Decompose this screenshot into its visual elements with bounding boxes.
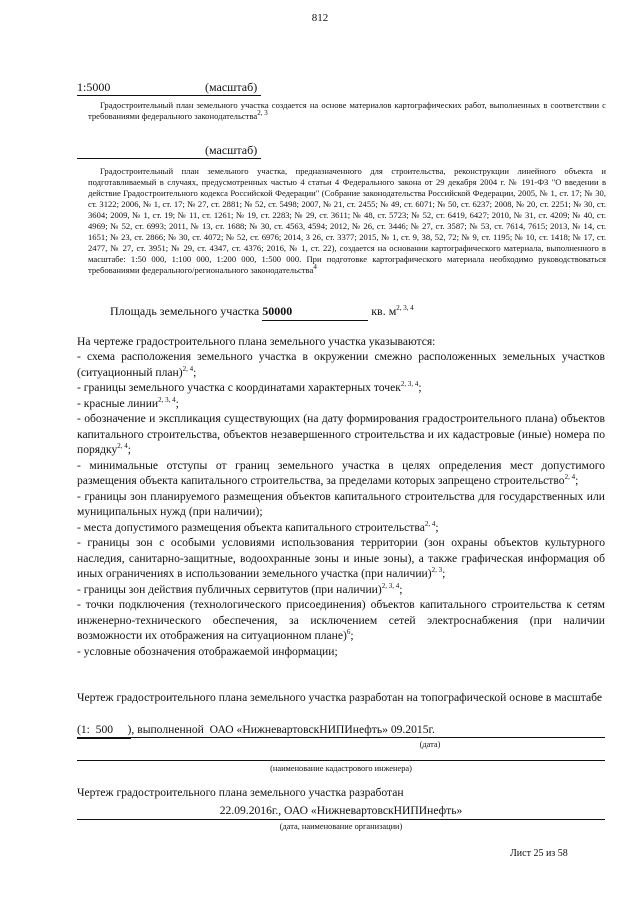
scale-line-1 (77, 80, 261, 96)
scale-value: 1:5000 (77, 80, 205, 96)
drawing-developed-value: 22.09.2016г., ОАО «НижневартовскНИПИнефть» (219, 804, 463, 817)
scale-label: (масштаб) (205, 143, 261, 159)
requirements-list (77, 349, 605, 659)
list-item: - границы зон действия публичных сервитутов (при наличии)$^{2, 3, 4}$; (77, 581, 403, 596)
scale-label: (масштаб) (205, 80, 261, 96)
list-item: - условные обозначения отображаемой информации; (77, 644, 338, 658)
drawing-basis-text: Чертеж градостроительного плана земельного участка разработан на топографической основе в масштабе (77, 691, 603, 704)
list-item: - точки подключения (технологического присоединения) объектов капитального строительства к сетям инженерно-технического обеспечения, за исключением сетей электроснабжения (при наличии возможности их отображения на ситуационном плане)$^6$; (77, 598, 605, 642)
caption-engineer: (наименование кадастрового инженера) (270, 764, 412, 773)
caption-date: (дата) (419, 740, 441, 749)
list-item: - обозначение и экспликация существующих (на дату формирования градостроительного плана) объектов капитального строительства, объектов незавершенного строительства и их кадастровые (иные) номера по порядку$^{2, 4}$; (77, 412, 605, 456)
page-number: 812 (311, 12, 329, 24)
sheet-number: Лист 25 из 58 (510, 848, 568, 859)
caption-organization: (дата, наименование организации) (279, 822, 403, 831)
list-item: - схема расположения земельного участка в окружении смежно расположенных земельных участков (ситуационный план)$^{2, 4}$; (77, 350, 605, 379)
list-intro: На чертеже градостроительного плана земельного участка указываются: (77, 335, 436, 348)
list-item: - места допустимого размещения объекта капитального строительства$^{2, 4}$; (77, 519, 439, 534)
list-item: - минимальные отступы от границ земельного участка в целях определения мест допустимого размещения объекта капитального строительства, за пределами которых запрещено строительство$^{2, 4}$; (77, 458, 605, 487)
drawing-developed-text: Чертеж градостроительного плана земельного участка разработан (77, 786, 404, 799)
area-value: 50000 (262, 304, 368, 321)
list-item: - границы зон с особыми условиями использования территории (зон охраны объектов культурного наследия, санитарно-защитные, водоохранные зоны и иные зоны), а также графическая информация об иных ограничениях в использовании земельного участка (при наличии)$^{2, 3}$; (77, 536, 605, 580)
area-line: Площадь земельного участка 50000 кв. $м^{2, 3, 4}$ (110, 304, 414, 321)
list-item: - красные линии$^{2, 3, 4}$; (77, 395, 179, 410)
paragraph-topographic-basis: Градостроительный план земельного участка создается на основе материалов картографических работ, выполненных в соответствии с требованиями федерального законодательства$^{2, 3}$ (88, 100, 606, 121)
list-item: - границы земельного участка с координатами характерных точек$^{2, 3, 4}$; (77, 380, 422, 394)
drawing-basis-line: (1: 500 ), выполненной ОАО «НижневартовскНИПИнефть» 09.2015г. (77, 722, 605, 739)
paragraph-linear-object: Градостроительный план земельного участка, предназначенного для строительства, реконструкции линейного объекта и подготавливаемый в случаях, предусмотренных частью 4 статьи 4 Федерального закона от 29 декабря 2004 г. № 191-ФЗ "О введении в действие Градостроительного кодекса Российской Федерации" (Собрание законодательства Российской Федерации, 2005, № 1, ст. 17; № 30, ст. 3122; 2006, № 1, ст. 17; № 27, ст. 2881; № 52, ст. 5498; 2007, № 21, ст. 2455; № 49, ст. 6071; № 50, ст. 6237; 2008, № 20, ст. 2251; № 30, ст. 3604; 2009, № 1, ст. 19; № 11, ст. 1261; № 19, ст. 2283; № 29, ст. 3611; № 48, ст. 5723; № 52, ст. 6419, 6427; 2010, № 31, ст. 4209; № 40, ст. 4969; № 52, ст. 6993; 2011, № 13, ст. 1688; № 30, ст. 4563, 4594; 2012, № 26, ст. 3446; № 27, ст. 3587; № 53, ст. 7614, 7615; 2013, № 14, ст. 1651; № 23, ст. 2866; № 30, ст. 4072; № 52, ст. 6976; 2014, 3 26, ст. 3377; 2015, № 1, ст. 9, 38, 52, 72; № 9, ст. 1195; № 10, ст. 1418; № 17, ст. 2477, № 27, ст. 3951; № 29, ст. 4347, ст. 4376; 2016, № 1, ст. 22), создается на основании картографического материала, выполненного в масштабе: 1:50 000, 1:100 000, 1:200 000, 1:500 000. При подготовке картографического материала необходимо руководствоваться требованиями федерального/регионального законодательства$^4$ (88, 166, 606, 275)
scale-line-2 (77, 143, 261, 159)
list-item: - границы зон планируемого размещения объектов капитального строительства для государственных или муниципальных нужд (при наличии); (77, 489, 605, 518)
drawing-scale: (1: 500 ) (77, 722, 131, 739)
